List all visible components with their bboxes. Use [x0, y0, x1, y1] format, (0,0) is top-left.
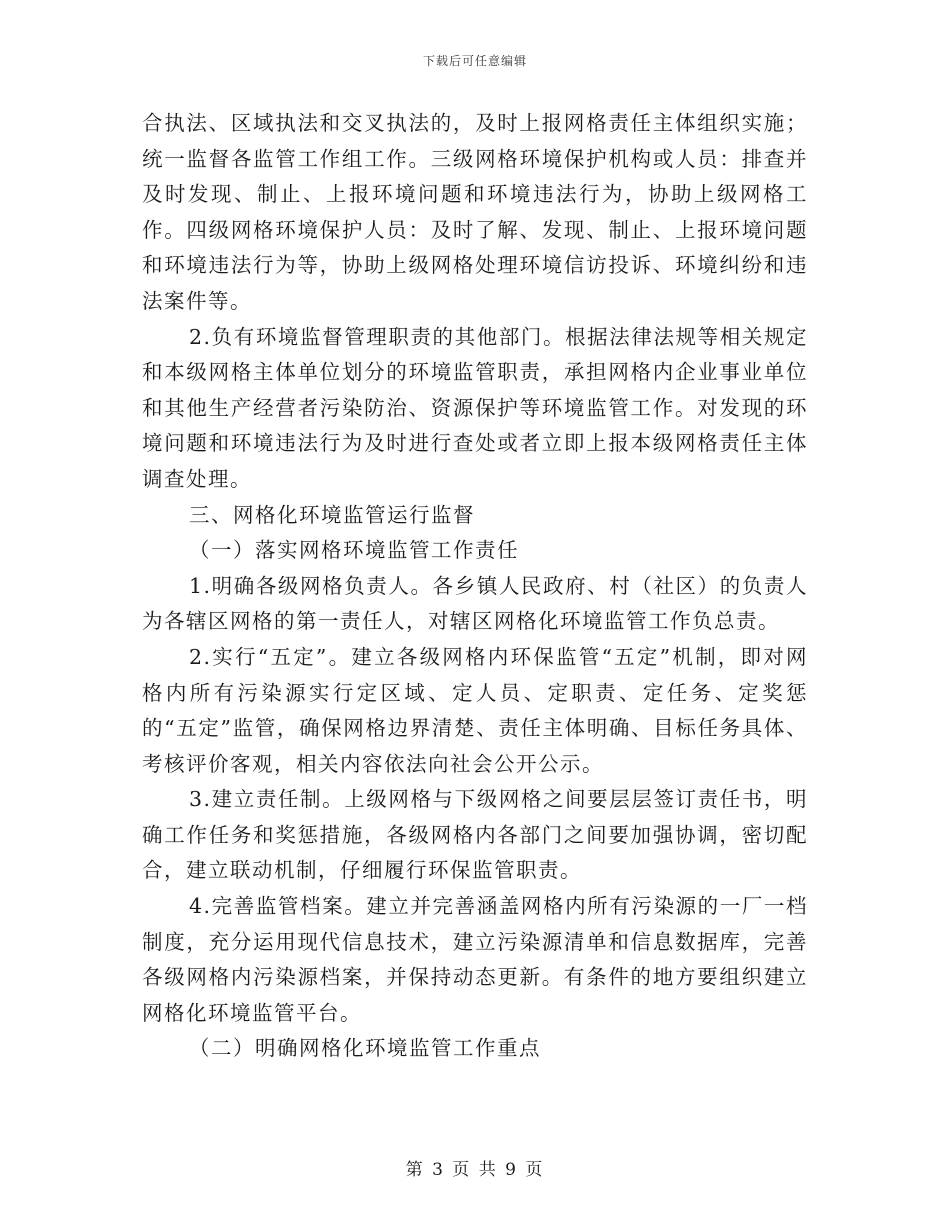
paragraph-item-1: 1.明确各级网格负责人。各乡镇人民政府、村（社区）的负责人为各辖区网格的第一责任人，对辖区网格化环境监管工作负总责。 [142, 573, 808, 634]
paragraph-continuation: 合执法、区域执法和交叉执法的，及时上报网格责任主体组织实施；统一监督各监管工作组工作。三级网格环境保护机构或人员：排查并及时发现、制止、上报环境问题和环境违法行为，协助上级网格工作。四级网格环境保护人员：及时了解、发现、制止、上报环境问题和环境违法行为等，协助上级网格处理环境信访投诉、环境纠纷和违法案件等。 [142, 111, 808, 313]
document-body [142, 106, 808, 1067]
paragraph-item-3: 3.建立责任制。上级网格与下级网格之间要层层签订责任书，明确工作任务和奖惩措施，各级网格内各部门之间要加强协调，密切配合，建立联动机制，仔细履行环保监管职责。 [142, 787, 808, 883]
subsection-heading-2: （二）明确网格化环境监管工作重点 [189, 1036, 541, 1061]
subsection-heading: （一）落实网格环境监管工作责任 [189, 538, 519, 563]
paragraph-item-2: 2.实行“五定”。建立各级网格内环保监管“五定”机制，即对网格内所有污染源实行定区域、定人员、定职责、定任务、定奖惩的“五定”监管，确保网格边界清楚、责任主体明确、目标任务具体、考核评价客观，相关内容依法向社会公开公示。 [142, 644, 808, 776]
paragraph-item-4: 4.完善监管档案。建立并完善涵盖网格内所有污染源的一厂一档制度，充分运用现代信息技术，建立污染源清单和信息数据库，完善各级网格内污染源档案，并保持动态更新。有条件的地方要组织建立网格化环境监管平台。 [142, 894, 808, 1025]
section-heading: 三、网格化环境监管运行监督 [189, 502, 475, 527]
page-header: 下载后可任意编辑 [422, 54, 527, 68]
page-number-footer: 第 3 页 共 9 页 [405, 1160, 545, 1180]
paragraph-other-departments: 2.负有环境监督管理职责的其他部门。根据法律法规等相关规定和本级网格主体单位划分的环境监管职责，承担网格内企业事业单位和其他生产经营者污染防治、资源保护等环境监管工作。对发现的环境问题和环境违法行为及时进行查处或者立即上报本级网格责任主体调查处理。 [142, 324, 808, 491]
